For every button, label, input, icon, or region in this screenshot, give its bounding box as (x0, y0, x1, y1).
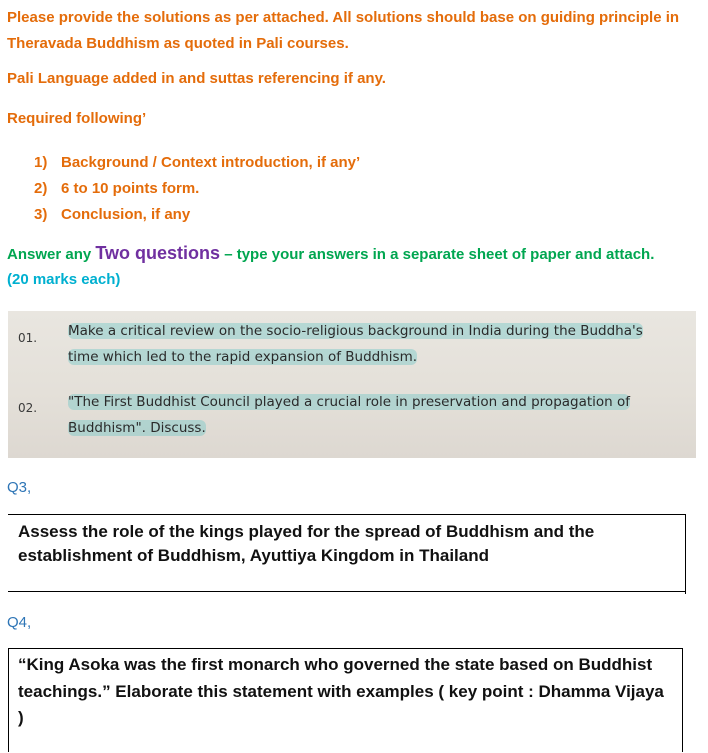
q3-text: Assess the role of the kings played for the spread of Buddhism and the establishment of Buddhism, Ayuttiya Kingdom in Thailand (18, 522, 595, 565)
question-number: 01. (18, 331, 38, 345)
pali-language-note: Pali Language added in and suttas referencing if any. (7, 70, 386, 87)
q4-box (8, 648, 682, 753)
two-questions-emphasis: Two questions (95, 243, 221, 263)
q3-box (8, 514, 685, 592)
required-heading: Required following’ (7, 110, 147, 127)
q4-box-left-edge (8, 648, 9, 752)
question-number: 02. (18, 401, 38, 415)
q4-box-right-edge (682, 648, 683, 752)
requirements-list (34, 150, 360, 228)
answer-instruction: Answer any Two questions – type your answers in a separate sheet of paper and attach. (7, 243, 655, 263)
question-text: "The First Buddhist Council played a crucial role in preservation and propagation of Buddhism". Discuss. (68, 394, 631, 436)
question-text: Make a critical review on the socio-religious background in India during the Buddha's time which led to the rapid expansion of Buddhism. (68, 323, 643, 365)
instruction-paragraph: Please provide the solutions as per attached. All solutions should base on guiding principle in Theravada Buddhism as quoted in Pali courses. (7, 9, 680, 52)
list-item: 1) Background / Context introduction, if any’ (34, 154, 361, 171)
list-item: 3) Conclusion, if any (34, 206, 191, 223)
q3-label: Q3, (7, 479, 32, 496)
question-photo (8, 311, 696, 458)
q4-text: “King Asoka was the first monarch who governed the state based on Buddhist teachings.” Elaborate this statement with examples ( key point : Dhamma Vijaya ) (18, 655, 664, 727)
q4-label: Q4, (7, 614, 32, 631)
list-item: 2) 6 to 10 points form. (34, 180, 200, 197)
q3-box-edge (685, 514, 686, 594)
marks-note: (20 marks each) (7, 271, 121, 288)
